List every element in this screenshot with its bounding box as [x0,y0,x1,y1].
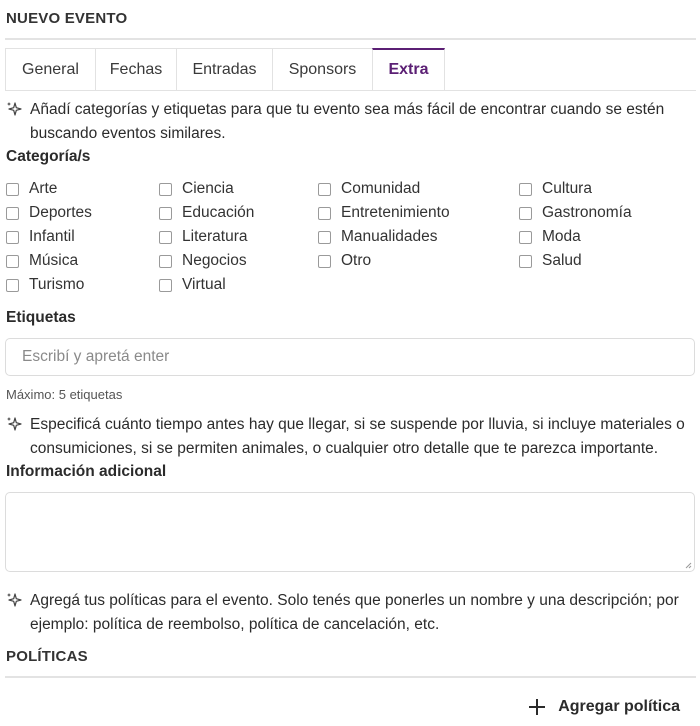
checkbox-label: Literatura [182,228,248,245]
checkbox[interactable] [519,231,532,244]
tags-input[interactable] [5,338,695,376]
category-otro[interactable] [318,251,371,271]
category-arte[interactable] [6,179,57,199]
tab-extra[interactable]: Extra [372,48,445,90]
checkbox[interactable] [6,207,19,220]
resize-handle-icon[interactable] [684,561,692,569]
category-literatura[interactable] [159,227,247,247]
category-deportes[interactable] [6,203,92,223]
checkbox-label: Arte [29,180,58,197]
checkbox-label: Otro [341,252,372,269]
checkbox[interactable] [159,279,172,292]
checkbox-label: Moda [542,228,581,245]
category-gastronomia[interactable] [519,203,632,223]
checkbox[interactable] [6,279,19,292]
sparkle-icon [6,592,22,608]
category-manualidades[interactable] [318,227,438,247]
category-turismo[interactable] [6,275,84,295]
category-negocios[interactable] [159,251,247,271]
policies-hint [6,589,698,637]
checkbox-label: Deportes [29,204,92,221]
checkbox[interactable] [6,183,19,196]
checkbox[interactable] [318,207,331,220]
category-cultura[interactable] [519,179,592,199]
checkbox[interactable] [6,255,19,268]
checkbox[interactable] [519,255,532,268]
additional-info-hint-text: Especificá cuánto tiempo antes hay que llegar, si se suspende por lluvia, si incluye materiales o consumiciones, si se permiten animales, o cualquier otro detalle que te parezca importante. [30,416,685,457]
categories-hint [6,98,698,146]
category-educacion[interactable] [159,203,254,223]
checkbox[interactable] [519,207,532,220]
additional-info-label: Información adicional [6,463,167,480]
checkbox-label: Música [29,252,79,269]
tags-placeholder: Escribí y apretá enter [22,348,170,365]
category-salud[interactable] [519,251,582,271]
checkbox[interactable] [318,183,331,196]
category-moda[interactable] [519,227,581,247]
tab-fechas[interactable]: Fechas [95,48,177,90]
title-divider [5,38,696,40]
add-policy-label: Agregar política [558,698,680,715]
checkbox-label: Entretenimiento [341,204,450,221]
checkbox-label: Ciencia [182,180,234,197]
tab-sponsors[interactable]: Sponsors [272,48,373,90]
plus-icon [528,698,546,716]
checkbox-label: Turismo [29,276,85,293]
add-policy-button[interactable] [528,694,680,720]
checkbox[interactable] [519,183,532,196]
category-infantil[interactable] [6,227,75,247]
checkbox[interactable] [159,231,172,244]
category-entretenimiento[interactable] [318,203,450,223]
category-comunidad[interactable] [318,179,420,199]
category-virtual[interactable] [159,275,226,295]
checkbox[interactable] [6,231,19,244]
tags-label: Etiquetas [6,309,76,326]
checkbox-label: Virtual [182,276,226,293]
checkbox-label: Cultura [542,180,592,197]
checkbox[interactable] [159,207,172,220]
category-musica[interactable] [6,251,78,271]
checkbox-label: Infantil [29,228,75,245]
page-title: NUEVO EVENTO [6,10,128,27]
policies-hint-text: Agregá tus políticas para el evento. Solo tenés que ponerles un nombre y una descripción; por ejemplo: política de reembolso, política de cancelación, etc. [30,592,679,633]
sparkle-icon [6,101,22,117]
checkbox-label: Comunidad [341,180,421,197]
checkbox-label: Gastronomía [542,204,632,221]
checkbox-label: Negocios [182,252,247,269]
categories-hint-text: Añadí categorías y etiquetas para que tu evento sea más fácil de encontrar cuando se estén buscando eventos similares. [30,101,665,142]
tab-entradas[interactable]: Entradas [176,48,273,90]
tab-general[interactable]: General [5,48,96,90]
checkbox[interactable] [159,255,172,268]
checkbox-label: Salud [542,252,582,269]
checkbox[interactable] [159,183,172,196]
categories-label: Categoría/s [6,148,91,165]
tab-bar [5,48,696,91]
additional-info-hint [6,413,698,461]
policies-title: POLÍTICAS [6,648,88,665]
policies-divider [5,676,696,678]
checkbox-label: Educación [182,204,255,221]
checkbox[interactable] [318,231,331,244]
tags-max-help: Máximo: 5 etiquetas [6,387,123,402]
additional-info-textarea[interactable] [5,492,695,572]
checkbox[interactable] [318,255,331,268]
sparkle-icon [6,416,22,432]
category-ciencia[interactable] [159,179,234,199]
checkbox-label: Manualidades [341,228,438,245]
